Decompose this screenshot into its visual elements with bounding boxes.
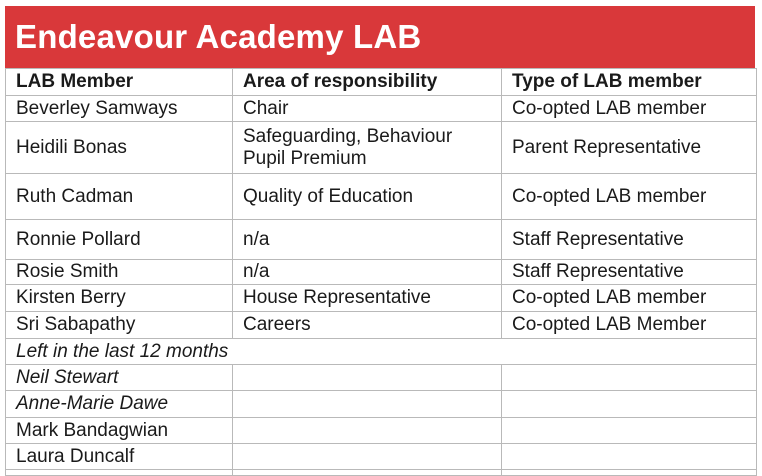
member-name: Ruth Cadman [6, 174, 233, 220]
empty-cell [502, 365, 757, 391]
member-name: Ronnie Pollard [6, 220, 233, 260]
table-row [6, 391, 757, 418]
empty-cell [6, 470, 233, 476]
table-row [6, 260, 757, 285]
table-row [6, 174, 757, 220]
member-area: Careers [233, 312, 502, 339]
table-row [6, 312, 757, 339]
column-header-member: LAB Member [6, 69, 233, 96]
table-row [6, 365, 757, 391]
member-area: Quality of Education [233, 174, 502, 220]
table-row [6, 444, 757, 470]
member-area: n/a [233, 260, 502, 285]
table-row [6, 470, 757, 476]
member-type: Co-opted LAB Member [502, 312, 757, 339]
empty-cell [233, 418, 502, 444]
former-member-name: Mark Bandagwian [6, 418, 233, 444]
member-area: Chair [233, 96, 502, 122]
member-name: Rosie Smith [6, 260, 233, 285]
column-header-area: Area of responsibility [233, 69, 502, 96]
table-row [6, 122, 757, 174]
table-row [6, 96, 757, 122]
empty-cell [502, 470, 757, 476]
empty-cell [502, 391, 757, 418]
member-type: Staff Representative [502, 260, 757, 285]
member-type: Co-opted LAB member [502, 96, 757, 122]
page-title: Endeavour Academy LAB [5, 6, 755, 68]
former-member-name: Laura Duncalf [6, 444, 233, 470]
empty-cell [233, 391, 502, 418]
member-type: Co-opted LAB member [502, 174, 757, 220]
member-type: Co-opted LAB member [502, 285, 757, 312]
empty-cell [502, 444, 757, 470]
empty-cell [233, 444, 502, 470]
left-section-heading: Left in the last 12 months [6, 339, 757, 365]
empty-cell [233, 365, 502, 391]
lab-members-table [5, 68, 757, 476]
member-area: n/a [233, 220, 502, 260]
table-row [6, 220, 757, 260]
member-type: Staff Representative [502, 220, 757, 260]
empty-cell [502, 418, 757, 444]
former-member-name: Anne-Marie Dawe [6, 391, 233, 418]
member-name: Sri Sabapathy [6, 312, 233, 339]
member-area: House Representative [233, 285, 502, 312]
member-area: Safeguarding, Behaviour Pupil Premium [233, 122, 502, 174]
table-header-row [6, 69, 757, 96]
table-row [6, 285, 757, 312]
member-name: Kirsten Berry [6, 285, 233, 312]
former-member-name: Neil Stewart [6, 365, 233, 391]
section-heading-row [6, 339, 757, 365]
empty-cell [233, 470, 502, 476]
member-name: Beverley Samways [6, 96, 233, 122]
column-header-type: Type of LAB member [502, 69, 757, 96]
member-type: Parent Representative [502, 122, 757, 174]
member-name: Heidili Bonas [6, 122, 233, 174]
table-row [6, 418, 757, 444]
